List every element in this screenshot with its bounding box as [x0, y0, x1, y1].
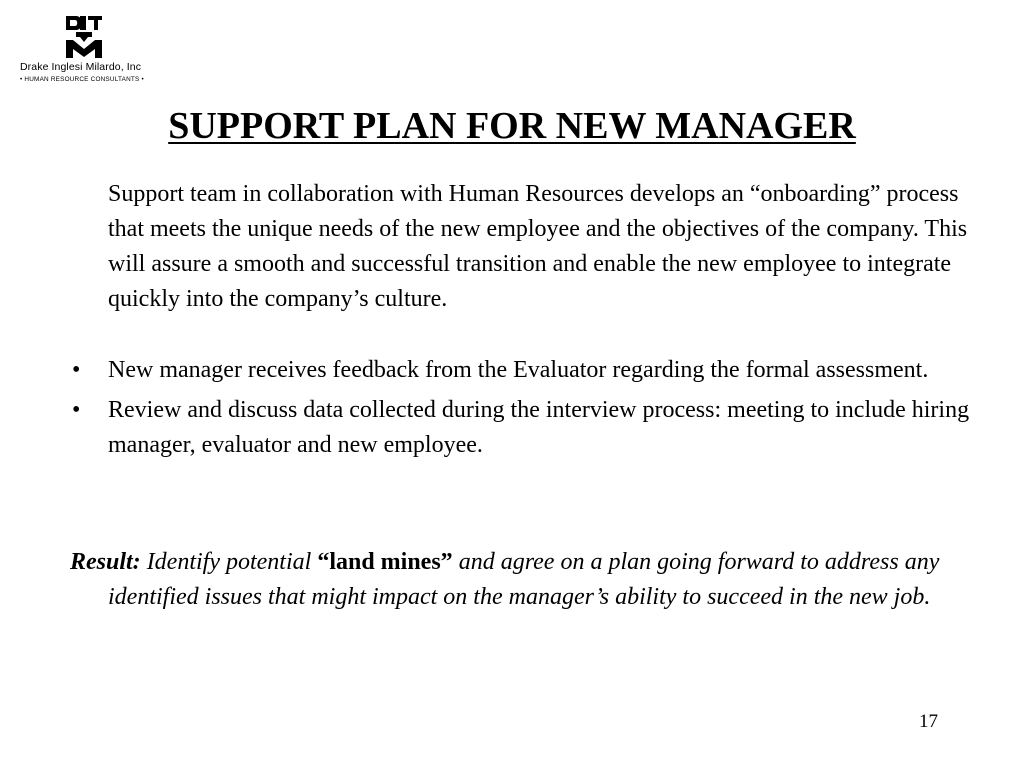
result-emphasis: “land mines”: [317, 549, 453, 575]
tagline-bullet-right: •: [141, 76, 144, 83]
company-tagline: [20, 76, 144, 83]
company-logo: [14, 14, 146, 90]
dim-monogram-icon: [64, 14, 104, 60]
tagline-bullet-left: •: [20, 76, 23, 83]
bullet-text: New manager receives feedback from the Evaluator regarding the formal assessment.: [108, 357, 929, 383]
tagline-text: HUMAN RESOURCE CONSULTANTS: [24, 76, 140, 83]
slide-title: SUPPORT PLAN FOR NEW MANAGER: [168, 105, 856, 147]
bullet-list: [70, 353, 988, 468]
result-paragraph: [70, 545, 1024, 615]
page-number: 17: [919, 711, 938, 732]
bullet-marker: •: [72, 397, 81, 423]
bullet-item: [70, 393, 988, 463]
company-name: Drake Inglesi Milardo, Inc: [20, 61, 142, 73]
intro-paragraph: Support team in collaboration with Human Resources develops an “onboarding” process that meets the unique needs of the new employee and the objectives of the company. This will assure a smooth and successful transition and enable the new employee to integrate quickly into the company’s culture.: [108, 181, 968, 312]
bullet-text: Review and discuss data collected during the interview process: meeting to include hiring manager, evaluator and new employee.: [108, 397, 970, 458]
result-label: Result:: [70, 549, 141, 575]
bullet-marker: •: [72, 357, 81, 383]
bullet-item: [70, 353, 988, 388]
result-text-after: and agree on a plan going forward to address any identified issues that might impact on the manager’s ability to succeed in the new job.: [108, 549, 940, 610]
result-text-before: Identify potential: [140, 549, 318, 575]
